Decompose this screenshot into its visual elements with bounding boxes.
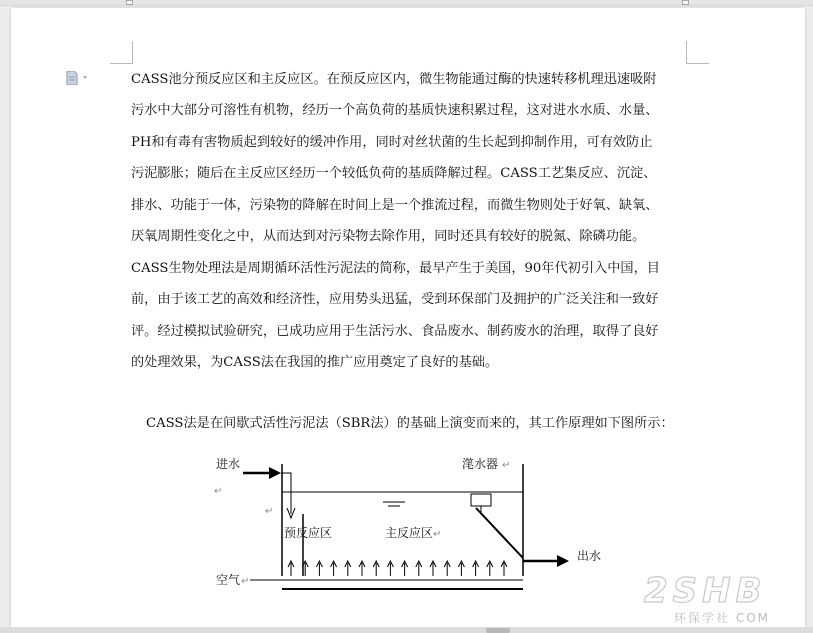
paragraph-1 bbox=[131, 64, 687, 252]
decanter-pipe bbox=[476, 508, 523, 558]
aeration-arrows bbox=[288, 561, 507, 576]
horizontal-scrollbar[interactable] bbox=[0, 627, 813, 633]
text-line: CASS池分预反应区和主反应区。在预反应区内，微生物能通过酶的快速转移机理迅速吸附 bbox=[131, 72, 657, 87]
watermark-logo bbox=[640, 570, 810, 630]
air-label: 空气 bbox=[216, 573, 241, 587]
ruler-right-marker[interactable] bbox=[682, 0, 689, 5]
decanter-label: 滗水器 bbox=[462, 457, 499, 471]
text-line: CASS生物处理法是周期循环活性污泥法的简称，最早产生于美国，90年代初引入中国，目 bbox=[131, 261, 660, 276]
watermark-subtitle: 环保学社 COM bbox=[674, 611, 770, 625]
inlet-arrow-head bbox=[269, 467, 281, 479]
paragraph-mark: ↵ bbox=[265, 506, 274, 517]
decanter-box bbox=[471, 494, 491, 506]
paragraph-mark: ↵ bbox=[433, 529, 442, 540]
crop-mark-top-right bbox=[686, 41, 709, 64]
paragraph-mark: ↵ bbox=[214, 486, 223, 497]
ruler bbox=[0, 0, 813, 6]
document-icon[interactable] bbox=[65, 71, 89, 85]
ruler-indent-marker[interactable] bbox=[126, 0, 133, 5]
inlet-label: 进水 bbox=[216, 457, 241, 471]
text-line: PH和有毒有害物质起到较好的缓冲作用，同时对丝状菌的生长起到抑制作用，可有效防止 bbox=[131, 134, 653, 150]
text-line: 污泥膨胀；随后在主反应区经历一个较低负荷的基质降解过程。CASS工艺集反应、沉淀、 bbox=[131, 166, 657, 182]
text-line: 前，由于该工艺的高效和经济性，应用势头迅猛，受到环保部门及拥护的广泛关注和一致好 bbox=[131, 292, 659, 308]
text-line: 排水、功能于一体，污染物的降解在时间上是一个推流过程，而微生物则处于好氧、缺氧、 bbox=[131, 197, 659, 213]
paragraph-mark: ↵ bbox=[241, 576, 250, 587]
paragraph-mark: ↵ bbox=[502, 460, 511, 471]
scrollbar-thumb[interactable] bbox=[486, 628, 510, 633]
paragraph-3: CASS法是在间歇式活性污泥法（SBR法）的基础上演变而来的，其工作原理如下图所示： bbox=[146, 416, 674, 431]
text-line: 厌氧周期性变化之中，从而达到对污染物去除作用，同时还具有较好的脱氮、除磷功能。 bbox=[131, 229, 646, 245]
main-reaction-zone-label: 主反应区 bbox=[385, 526, 434, 540]
cass-process-diagram bbox=[205, 452, 625, 596]
text-line: 污水中大部分可溶性有机物，经历一个高负荷的基质快速积累过程，这对进水水质、水量、 bbox=[131, 103, 659, 119]
text-line: 评。经过模拟试验研究，已成功应用于生活污水、食品废水、制药废水的治理，取得了良好 bbox=[131, 323, 659, 339]
crop-mark-top-left bbox=[110, 41, 133, 64]
outlet-label: 出水 bbox=[577, 549, 602, 563]
text-line: 的处理效果，为CASS法在我国的推广应用奠定了良好的基础。 bbox=[131, 355, 499, 371]
outlet-arrow-head bbox=[557, 555, 569, 567]
paragraph-2 bbox=[131, 253, 687, 379]
watermark-brand: 2SHB bbox=[644, 571, 767, 611]
pre-reaction-zone-label: 预反应区 bbox=[284, 526, 333, 540]
